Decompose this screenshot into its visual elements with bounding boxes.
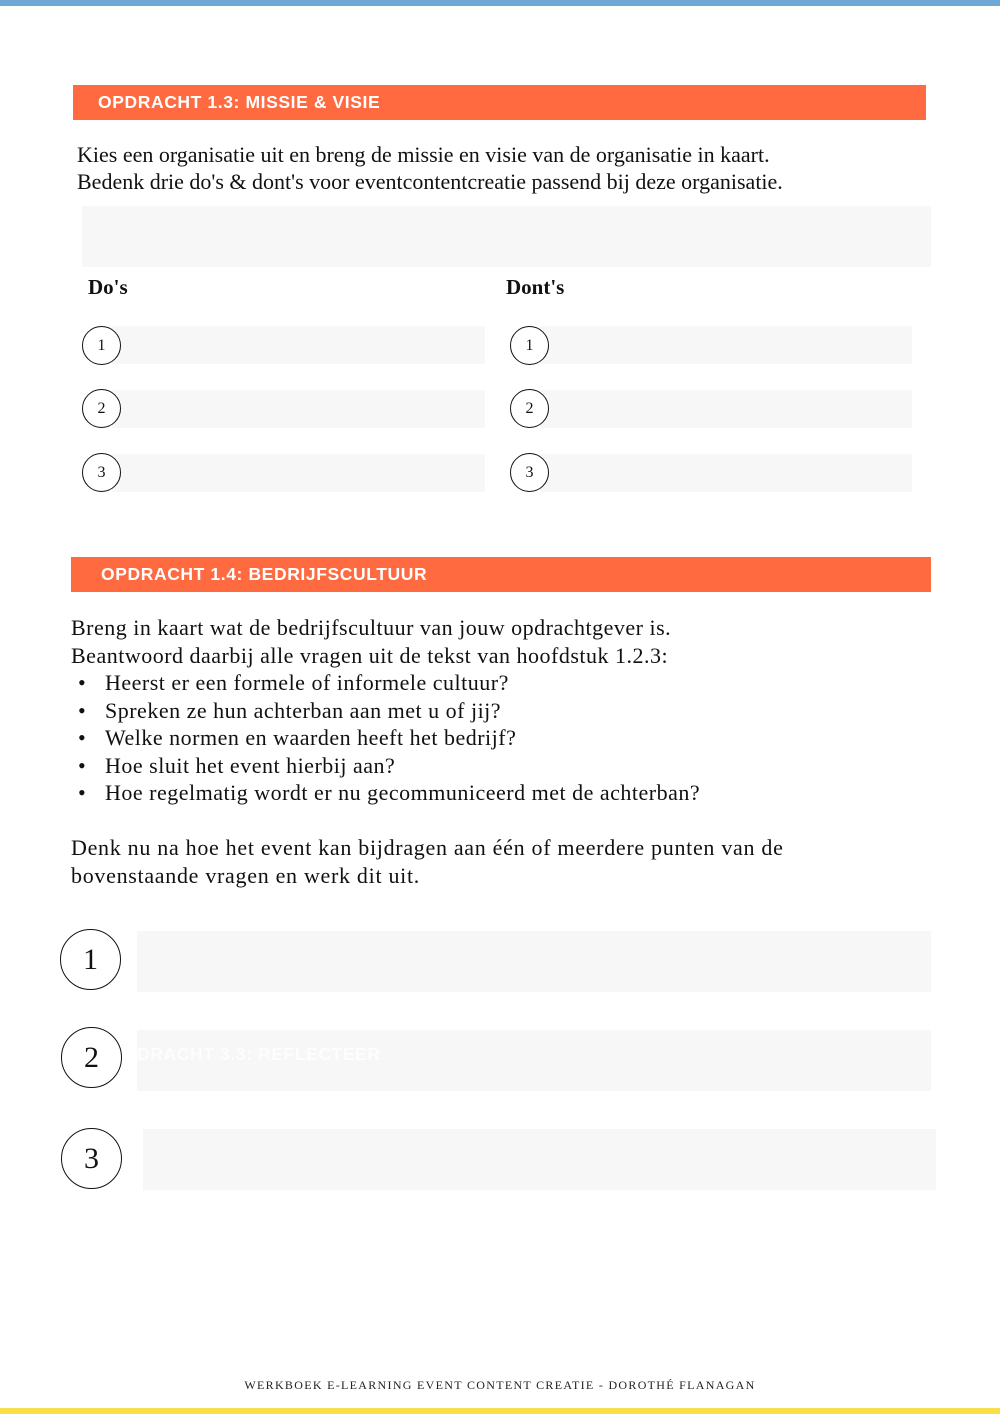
number-circle: 3 [82, 453, 121, 492]
intro-line-1: Kies een organisatie uit en breng de missie en visie van de organisatie in kaart. [77, 142, 770, 167]
dos-title: Do's [88, 275, 128, 299]
assignment-1-4-intro [71, 614, 671, 669]
do-answer-box-3[interactable] [112, 454, 485, 492]
number-circle-large: 3 [61, 1128, 122, 1189]
question-list [78, 669, 700, 807]
assignment-1-3-intro [77, 141, 783, 195]
hidden-header-text: DRACHT 3.3: REFLECTEER [137, 1044, 381, 1064]
question-item: • Hoe regelmatig wordt er nu gecommuniceerd met de achterban? [78, 779, 700, 807]
footer-text: WERKBOEK E-LEARNING EVENT CONTENT CREATIE - DOROTHÉ FLANAGAN [244, 1378, 756, 1392]
donts-title: Dont's [506, 275, 565, 299]
number-circle: 2 [82, 389, 121, 428]
dont-answer-box-3[interactable] [540, 454, 912, 492]
question-item: • Heerst er een formele of informele cultuur? [78, 669, 700, 697]
intro-line-2: Bedenk drie do's & dont's voor eventcontentcreatie passend bij deze organisatie. [77, 169, 783, 194]
intro-line-2: Beantwoord daarbij alle vragen uit de tekst van hoofdstuk 1.2.3: [71, 642, 669, 668]
dont-answer-box-1[interactable] [540, 326, 912, 364]
bottom-accent-bar [0, 1408, 1000, 1414]
assignment-1-4-header [71, 557, 931, 592]
do-answer-box-2[interactable] [112, 390, 485, 428]
number-circle: 2 [510, 389, 549, 428]
assignment-1-4-outro [71, 834, 784, 890]
assignment-1-4-title: OPDRACHT 1.4: BEDRIJFSCULTUUR [101, 564, 428, 584]
culture-answer-box-1[interactable] [137, 931, 931, 992]
number-circle: 1 [82, 326, 121, 365]
outro-line-2: bovenstaande vragen en werk dit uit. [71, 863, 420, 888]
number-circle-large: 1 [60, 929, 121, 990]
outro-line-1: Denk nu na hoe het event kan bijdragen aan één of meerdere punten van de [71, 835, 784, 860]
culture-answer-box-3[interactable] [143, 1129, 936, 1190]
number-circle: 1 [510, 326, 549, 365]
number-circle-large: 2 [61, 1027, 122, 1088]
intro-line-1: Breng in kaart wat de bedrijfscultuur van jouw opdrachtgever is. [71, 615, 672, 640]
question-item: • Welke normen en waarden heeft het bedrijf? [78, 724, 700, 752]
question-item: • Spreken ze hun achterban aan met u of jij? [78, 697, 700, 725]
organisation-answer-box[interactable] [82, 206, 931, 267]
assignment-1-3-header [73, 85, 926, 120]
dont-answer-box-2[interactable] [540, 390, 912, 428]
question-item: • Hoe sluit het event hierbij aan? [78, 752, 700, 780]
number-circle: 3 [510, 453, 549, 492]
top-accent-bar [0, 0, 1000, 6]
assignment-1-3-title: OPDRACHT 1.3: MISSIE & VISIE [98, 92, 381, 112]
do-answer-box-1[interactable] [112, 326, 485, 364]
